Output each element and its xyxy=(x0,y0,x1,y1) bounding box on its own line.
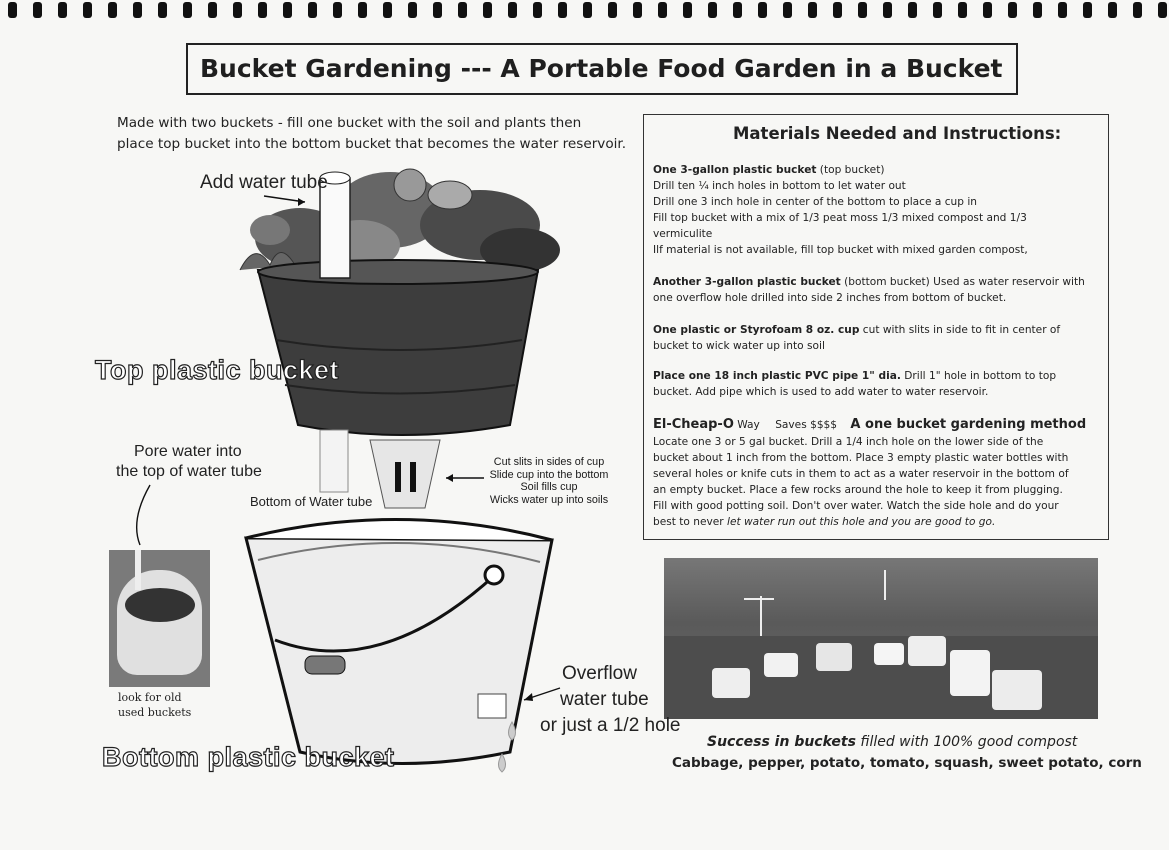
instruction-line: Fill with good potting soil. Don't over water. Watch the side hole and do your xyxy=(653,500,1059,512)
caption-bold: Success in buckets xyxy=(707,734,856,750)
caption-italic: filled with 100% good compost xyxy=(855,734,1078,750)
instruction-line: Drill one 3 inch hole in center of the bottom to place a cup in xyxy=(653,196,977,208)
overflow-label-1: Overflow xyxy=(562,663,637,684)
instruction-line: bucket. Add pipe which is used to add water to water reservoir. xyxy=(653,386,989,398)
cup-line: Slide cup into the bottom xyxy=(489,468,609,481)
section-top-bucket-note: (top bucket) xyxy=(816,164,885,176)
section-top-bucket-name: One 3-gallon plastic bucket xyxy=(653,164,817,176)
arrow-head-icon xyxy=(524,693,533,701)
cup-instructions-label xyxy=(485,456,613,506)
pore-water-label-2: the top of water tube xyxy=(116,463,262,480)
materials-heading: Materials Needed and Instructions: xyxy=(733,124,1062,143)
section-cup-name: One plastic or Styrofoam 8 oz. cup xyxy=(653,324,860,336)
arrow-head-icon xyxy=(446,474,453,482)
instruction-italic: let water run out this hole and you are good to go. xyxy=(727,516,996,528)
photo-caption xyxy=(707,734,1077,750)
instruction-line: an empty bucket. Place a few rocks around the hole to keep it from plugging. xyxy=(653,484,1063,496)
cup-line: Wicks water up into soils xyxy=(489,493,609,506)
bottom-of-tube-label: Bottom of Water tube xyxy=(250,494,373,509)
add-water-tube-label: Add water tube xyxy=(200,172,328,193)
intro-line-1: Made with two buckets - fill one bucket with the soil and plants then xyxy=(117,115,582,131)
el-cheap-o-way: Way xyxy=(733,419,760,431)
section-bottom-bucket-name: Another 3-gallon plastic bucket xyxy=(653,276,841,288)
top-bucket-label: Top plastic bucket xyxy=(95,355,340,385)
instruction-line: one overflow hole drilled into side 2 inches from bottom of bucket. xyxy=(653,292,1007,304)
overflow-label-2: water tube xyxy=(560,689,649,710)
look-for-line: look for old xyxy=(118,691,182,704)
garden-photo xyxy=(664,558,1098,719)
pore-water-label-1: Pore water into xyxy=(134,443,242,460)
saves-text: Saves $$$$ xyxy=(775,419,838,431)
instruction-line: Fill top bucket with a mix of 1/3 peat moss 1/3 mixed compost and 1/3 xyxy=(653,212,1027,224)
el-cheap-o-name: El-Cheap-O xyxy=(653,417,734,432)
overflow-label-3: or just a 1/2 hole xyxy=(540,715,681,736)
bottom-bucket-illustration xyxy=(246,519,552,772)
instruction-line: Locate one 3 or 5 gal bucket. Drill a 1/4 inch hole on the lower side of the xyxy=(653,436,1044,448)
method-title: A one bucket gardening method xyxy=(850,417,1087,432)
section-pipe-name: Place one 18 inch plastic PVC pipe 1" dia. xyxy=(653,370,901,382)
top-bucket-illustration xyxy=(258,260,538,435)
arrow-icon xyxy=(137,485,150,545)
instruction-line: best to never xyxy=(653,516,728,528)
instruction-line: bucket to wick water up into soil xyxy=(653,340,825,352)
instruction-text: Drill 1" hole in bottom to top xyxy=(900,370,1057,382)
instruction-text: (bottom bucket) Used as water reservoir with xyxy=(840,276,1085,288)
look-for-line: used buckets xyxy=(118,706,192,719)
arrow-head-icon xyxy=(298,198,305,206)
instruction-text: cut with slits in side to fit in center of xyxy=(859,324,1061,336)
cup-line: Cut slits in sides of cup xyxy=(493,456,605,468)
instruction-line: several holes or knife cuts in them to act as a water reservoir in the bottom of xyxy=(653,468,1069,480)
wick-cup-illustration xyxy=(370,440,440,508)
instruction-line: Ilf material is not available, fill top bucket with mixed garden compost, xyxy=(653,244,1028,256)
instruction-line: bucket about 1 inch from the bottom. Place 3 empty plastic water bottles with xyxy=(653,452,1069,464)
instruction-line: Drill ten ¼ inch holes in bottom to let water out xyxy=(653,180,906,192)
look-for-label xyxy=(118,690,191,720)
old-bucket-photo xyxy=(109,550,210,687)
page-title: Bucket Gardening --- A Portable Food Garden in a Bucket xyxy=(200,54,1003,83)
cup-line: Soil fills cup xyxy=(520,481,578,493)
intro-line-2: place top bucket into the bottom bucket that becomes the water reservoir. xyxy=(117,136,627,152)
crops-list: Cabbage, pepper, potato, tomato, squash, sweet potato, corn xyxy=(672,755,1142,771)
instruction-line: vermiculite xyxy=(653,228,713,240)
bottom-bucket-label: Bottom plastic bucket xyxy=(102,742,395,772)
